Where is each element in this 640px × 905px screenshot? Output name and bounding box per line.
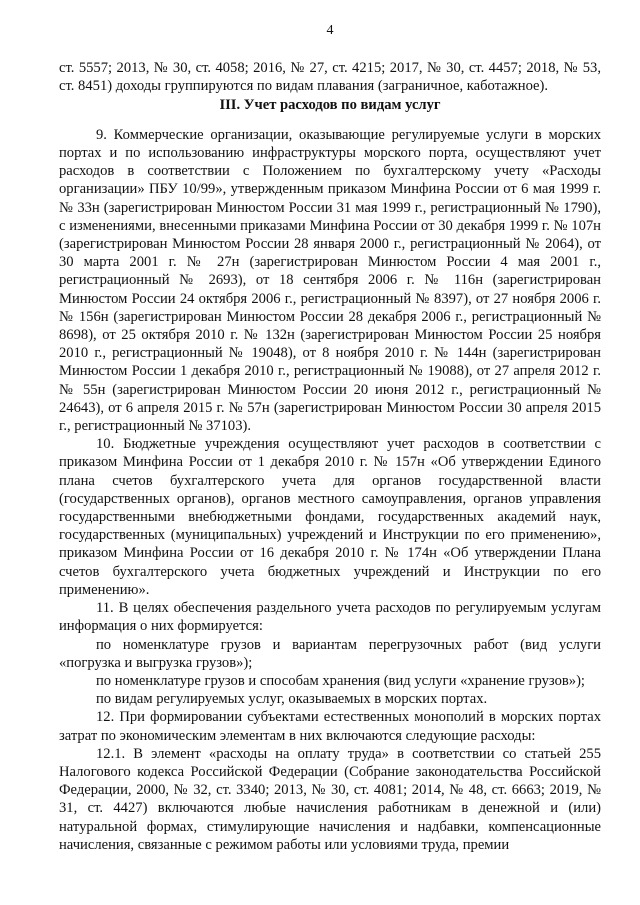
continuation-paragraph: ст. 5557; 2013, № 30, ст. 4058; 2016, № 27, ст. 4215; 2017, № 30, ст. 4457; 2018, № 53, ст. 8451) доходы группируются по видам плавания (заграничное, каботажное). — [59, 60, 601, 95]
paragraph-11-item-regulated-services: по видам регулируемых услуг, оказываемых в морских портах. — [96, 691, 488, 708]
section-heading: III. Учет расходов по видам услуг — [219, 96, 441, 113]
paragraph-11: 11. В целях обеспечения раздельного учета расходов по регулируемым услугам информация о них формируется: — [59, 600, 601, 635]
paragraph-11-item-cargo-handling: по номенклатуре грузов и вариантам перегрузочных работ (вид услуги «погрузка и выгрузка грузов»); — [59, 636, 601, 671]
paragraph-11-item-cargo-storage: по номенклатуре грузов и способам хранения (вид услуги «хранение грузов»); — [96, 672, 585, 689]
document-page — [59, 22, 601, 854]
paragraph-10: 10. Бюджетные учреждения осуществляют учет расходов в соответствии с приказом Минфина России от 1 декабря 2010 г. № 157н «Об утверждении Единого плана счетов бухгалтерского учета для органов государственной власти (государственных органов), органов местного самоуправления, органов управления государственными внебюджетными фондами, государственных академий наук, государственных (муниципальных) учреждений и Инструкции по его применению», приказом Минфина России от 16 декабря 2010 г. № 174н «Об утверждении Плана счетов бухгалтерского учета бюджетных учреждений и Инструкции по его применению». — [59, 436, 601, 598]
paragraph-12-1: 12.1. В элемент «расходы на оплату труда» в соответствии со статьей 255 Налогового кодекса Российской Федерации (Собрание законодательства Российской Федерации, 2000, № 32, ст. 3340; 2013, № 30, ст. 4081; 2014, № 48, ст. 6663; 2019, № 31, ст. 4427) включаются любые начисления работникам в денежной и (или) натуральной формах, стимулирующие начисления и надбавки, компенсационные начисления, связанные с режимом работы или условиями труда, премии — [59, 745, 601, 853]
paragraph-9: 9. Коммерческие организации, оказывающие регулируемые услуги в морских портах и по использованию инфраструктуры морского порта, осуществляют учет расходов в соответствии с Положением по бухгалтерскому учету «Расходы организации» ПБУ 10/99», утвержденным приказом Минфина России от 6 мая 1999 г. № 33н (зарегистрирован Минюстом России 31 мая 1999 г., регистрационный № 1790), с изменениями, внесенными приказами Минфина России от 30 декабря 1999 г. № 107н (зарегистрирован Минюстом России 28 января 2000 г., регистрационный № 2064), от 30 марта 2001 г. № 27н (зарегистрирован Минюстом России 4 мая 2001 г., регистрационный № 2693), от 18 сентября 2006 г. № 116н (зарегистрирован Минюстом России 24 октября 2006 г., регистрационный № 8397), от 27 ноября 2006 г. № 156н (зарегистрирован Минюстом России 28 декабря 2006 г., регистрационный № 8698), от 25 октября 2010 г. № 132н (зарегистрирован Минюстом России 25 ноября 2010 г., регистрационный № 19048), от 8 ноября 2010 г. № 144н (зарегистрирован Минюстом России 1 декабря 2010 г., регистрационный № 19088), от 27 апреля 2012 г. № 55н (зарегистрирован Минюстом России 20 июня 2012 г., регистрационный № 24643), от 6 апреля 2015 г. № 57н (зарегистрирован Минюстом России 30 апреля 2015 г., регистрационный № 37103). — [59, 126, 601, 435]
paragraph-12: 12. При формировании субъектами естественных монополий в морских портах затрат по экономическим элементам в них включаются следующие расходы: — [59, 709, 601, 744]
page-number: 4 — [326, 23, 334, 38]
